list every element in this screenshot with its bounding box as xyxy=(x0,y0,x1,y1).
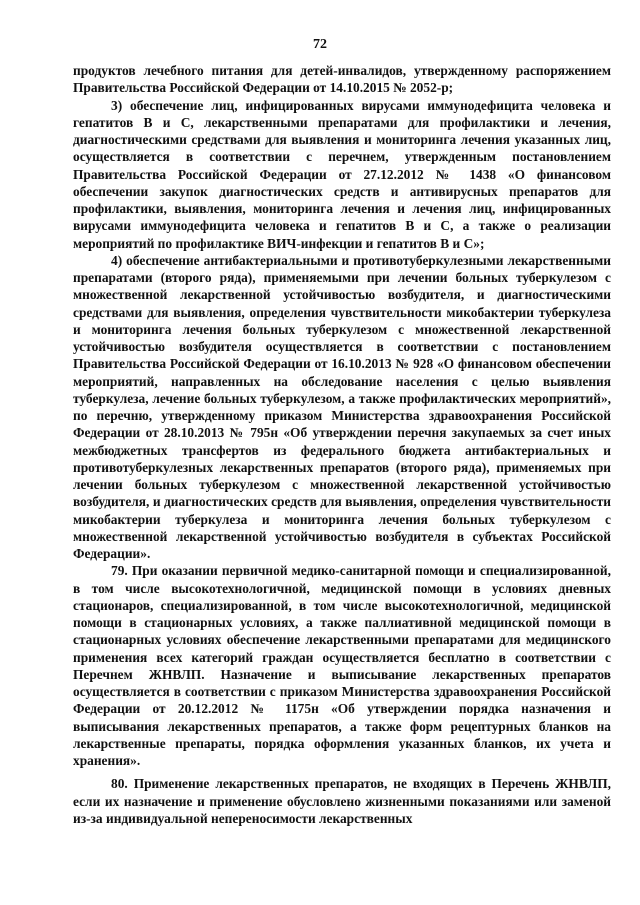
paragraph-item-4: 4) обеспечение антибактериальными и противотуберкулезными лекарственными препаратами (второго ряда), применяемыми при лечении больных туберкулезом с множественной лекарственной устойчивостью возбудителя, и диагностическими средствами для выявления, определения чувствительности микобактерии туберкулеза и мониторинга лечения больных туберкулезом с множественной лекарственной устойчивостью возбудителя осуществляется в соответствии с постановлением Правительства Российской Федерации от 16.10.2013 № 928 «О финансовом обеспечении мероприятий, направленных на обследование населения с целью выявления туберкулеза, лечение больных туберкулезом, а также профилактических мероприятий», по перечню, утвержденному приказом Министерства здравоохранения Российской Федерации от 28.10.2013 № 795н «Об утверждении перечня закупаемых за счет иных межбюджетных трансфертов из федерального бюджета антибактериальных и противотуберкулезных лекарственных препаратов (второго ряда), применяемых при лечении больных туберкулезом с множественной лекарственной устойчивостью возбудителя, и диагностических средств для выявления, определения чувствительности микобактерии туберкулеза и мониторинга лечения больных туберкулезом с множественной лекарственной устойчивостью возбудителя в субъектах Российской Федерации». xyxy=(73,252,611,561)
paragraph-79: 79. При оказании первичной медико-санитарной помощи и специализированной, в том числе высокотехнологичной, медицинской помощи в условиях дневных стационаров, специализированной, в том числе высокотехнологичной, медицинской помощи в стационарных условиях, а также паллиативной медицинской помощи в стационарных условиях обеспечение лекарственными препаратами для медицинского применения всех категорий граждан осуществляется бесплатно в соответствии с Перечнем ЖНВЛП. Назначение и выписывание лекарственных препаратов осуществляется в соответствии с приказом Министерства здравоохранения Российской Федерации от 20.12.2012 № 1175н «Об утверждении порядка назначения и выписывания лекарственных препаратов, а также форм рецептурных бланков на лекарственные препараты, порядка оформления указанных бланков, их учета и хранения». xyxy=(73,563,611,768)
paragraph-item-3: 3) обеспечение лиц, инфицированных вирусами иммунодефицита человека и гепатитов В и С, лекарственными препаратами для профилактики и лечения, диагностическими средствами для выявления и мониторинга лечения указанных лиц, осуществляется в соответствии с перечнем, утвержденным постановлением Правительства Российской Федерации от 27.12.2012 № 1438 «О финансовом обеспечении закупок диагностических средств и антивирусных препаратов для профилактики, выявления, мониторинга лечения и лечения лиц, инфицированных вирусами иммунодефицита человека и гепатитов В и С, а также о реализации мероприятий по профилактике ВИЧ-инфекции и гепатитов В и С»; xyxy=(73,97,611,251)
paragraph-continuation: продуктов лечебного питания для детей-инвалидов, утвержденному распоряжением Правительства Российской Федерации от 14.10.2015 № 2052-р; xyxy=(73,63,611,96)
page-number: 72 xyxy=(313,37,327,52)
paragraph-80: 80. Применение лекарственных препаратов, не входящих в Перечень ЖНВЛП, если их назначение и применение обусловлено жизненными показаниями или заменой из-за индивидуальной непереносимости лекарственных xyxy=(73,776,611,826)
document-body xyxy=(73,62,611,827)
